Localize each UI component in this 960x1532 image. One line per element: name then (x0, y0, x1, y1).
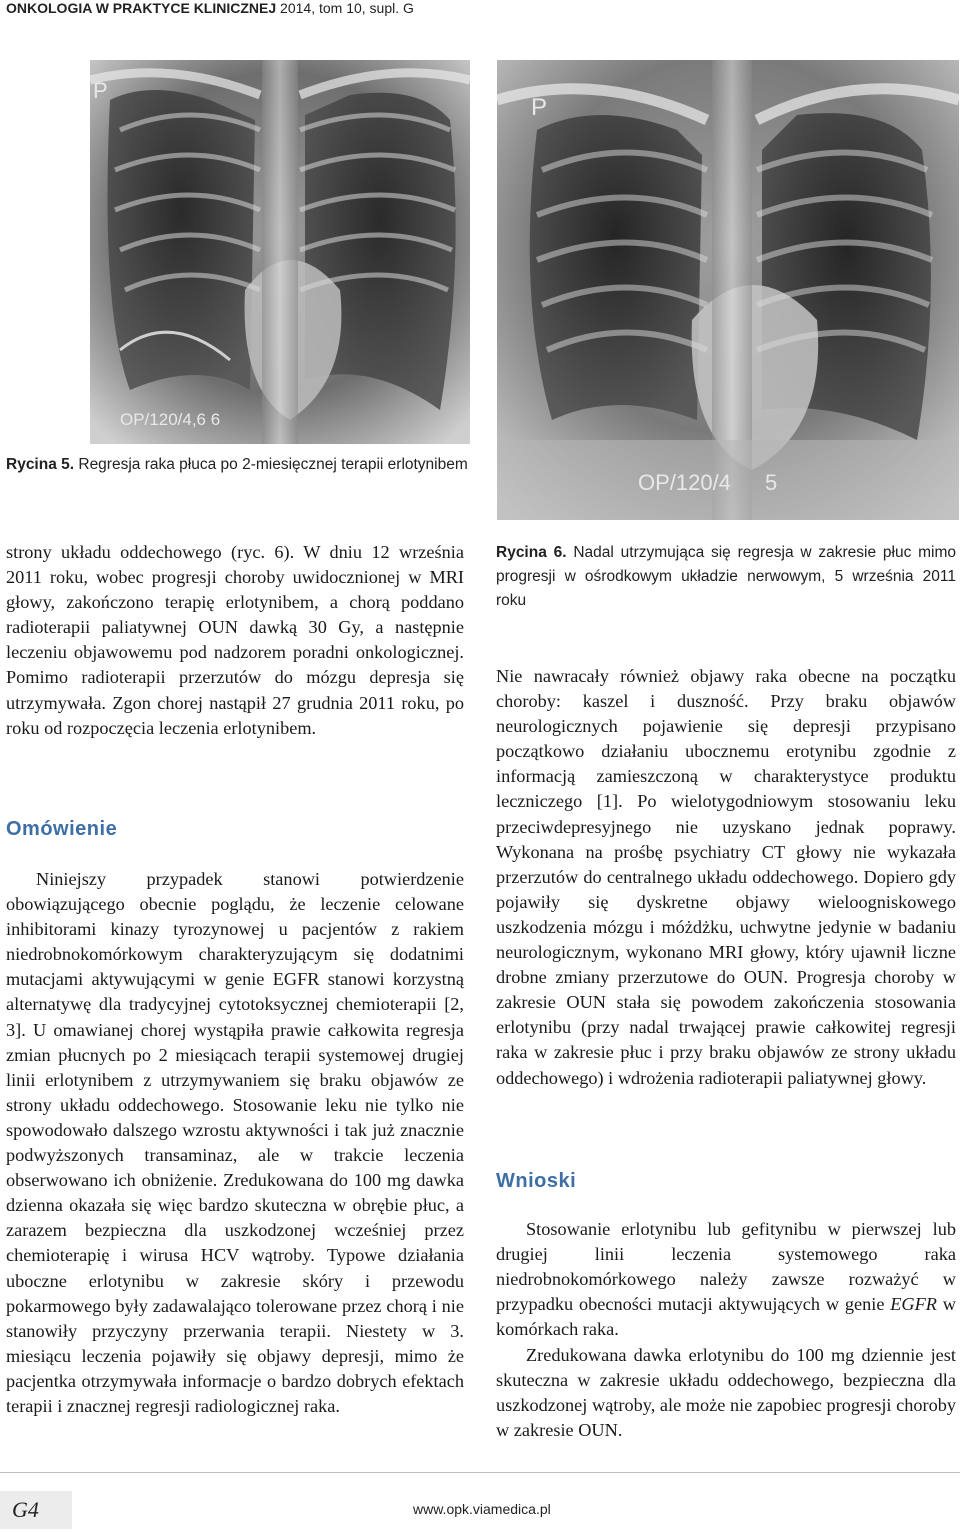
footer-url: www.opk.viamedica.pl (413, 1501, 551, 1517)
figure-5-caption (6, 453, 468, 477)
journal-issue: 2014, tom 10, supl. G (276, 0, 414, 16)
section-heading-omowienie: Omówienie (6, 818, 118, 840)
running-header (6, 0, 414, 16)
figure-6-marker: P (531, 94, 548, 121)
figure-5-caption-text: Regresja raka płuca po 2-miesięcznej terapii erlotynibem (74, 456, 468, 473)
figure-6-caption (496, 541, 956, 613)
figure-6-caption-label: Rycina 6. (496, 544, 567, 561)
body-paragraph-5: Zredukowana dawka erlotynibu do 100 mg dziennie jest skuteczna w zakresie układu oddechowego, bezpieczna dla uszkodzonej wątroby, ale może nie zapobiec progresji choroby w zakresie OUN. (496, 1345, 956, 1441)
figure-5-plate-label: OP/120/4,6 6 (120, 410, 221, 429)
p4-text-after: w komórkach raka. (496, 1294, 956, 1340)
footer-divider (0, 1472, 960, 1473)
body-paragraph-3: Nie nawracały również objawy raka obecne na początku choroby: kaszel i duszność. Przy braku objawów neurologicznych pojawienie się depresji przypisano początkowo działaniu ubocznemu erotynibu zgodnie z informacją zamieszczoną w charakterystyce produktu leczniczego [1]. Po wielotygodniowym stosowaniu leku przeciwdepresyjnego nie uzyskano jednak poprawy. Wykonana na prośbę psychiatry CT głowy nie wykazała przerzutów do centralnego układu oddechowego. Dopiero gdy pojawiły się dyskretne objawy wieloogniskowego uszkodzenia mózgu i móżdżku, uchwytne jedynie w badaniu neurologicznym, wykonano MRI głowy, który ujawnił liczne drobne zmiany przerzutowe do OUN. Progresja choroby w zakresie OUN stała się powodem zakończenia stosowania erlotynibu (przy nadal trwającej prawie całkowitej regresji raka w zakresie płuc i przy braku objawów ze strony układu oddechowego) i wdrożenia radioterapii paliatywnej głowy. (496, 666, 956, 1088)
section-heading-wnioski: Wnioski (496, 1170, 577, 1192)
figure-6-plate-number: 5 (765, 470, 778, 495)
p4-gene-name: EGFR (890, 1294, 937, 1315)
page-number: G4 (12, 1497, 39, 1522)
figure-6-xray-image (497, 60, 959, 520)
figure-6-plate-label: OP/120/4 (638, 470, 731, 495)
figure-5-marker: P (93, 78, 108, 103)
figure-5-xray-image (90, 60, 470, 444)
figure-6-caption-text: Nadal utrzymująca się regresja w zakresie płuc mimo progresji w ośrodkowym układzie nerwowym, 5 września 2011 roku (496, 544, 956, 609)
figure-5-caption-label: Rycina 5. (6, 456, 75, 473)
p4-text-before: Stosowanie erlotynibu lub gefitynibu w pierwszej lub drugiej linii leczenia systemowego raka niedrobnokomórkowego należy zawsze rozważyć w przypadku obecności mutacji aktywujących w genie (496, 1219, 956, 1315)
journal-name: ONKOLOGIA W PRAKTYCE KLINICZNEJ (6, 0, 277, 16)
body-paragraph-2: Niniejszy przypadek stanowi potwierdzenie obowiązującego obecnie poglądu, że leczenie celowane inhibitorami kinazy tyrozynowej u pacjentów z rakiem niedrobnokomórkowym charakteryzującym się dodatnimi mutacjami aktywującymi w genie EGFR stanowi korzystną alternatywę dla tradycyjnej cytotoksycznej chemioterapii [2, 3]. U omawianej chorej wystąpiła prawie całkowita regresja zmian płucnych po 2 miesiącach terapii systemowej drugiej linii erlotynibem z utrzymywaniem się braku objawów ze strony układu oddechowego. Stosowanie leku nie tylko nie spowodowało dalszego wzrostu aktywności i tak już znacznie podwyższonych transaminaz, ale w trakcie leczenia obserwowano ich obniżenie. Zredukowana do 100 mg dawka dzienna okazała się więc bardzo skuteczna w obrębie płuc, a zarazem bezpieczna dla uszkodzonej wcześniej przez chemioterapię i wirusa HCV wątroby. Typowe działania uboczne erlotynibu w zakresie skóry i przewodu pokarmowego były zadawalająco tolerowane przez chorą i nie stanowiły przyczyny przerwania terapii. Niestety w 3. miesiącu leczenia pojawiły się objawy depresji, mimo że pacjentka otrzymywała informacje o bardzo dobrych efektach terapii i znacznej regresji radiologicznej raka. (6, 869, 464, 1416)
body-paragraph-1: strony układu oddechowego (ryc. 6). W dniu 12 września 2011 roku, wobec progresji choroby uwidocznionej w MRI głowy, zakończono terapię erlotynibem, a chorą poddano radioterapii paliatywnej OUN dawką 30 Gy, a następnie leczeniu objawowemu pod nadzorem poradni onkologicznej. Pomimo radioterapii przerzutów do mózgu depresja się utrzymywała. Zgon chorej nastąpił 27 grudnia 2011 roku, po roku od rozpoczęcia leczenia erlotynibem. (6, 542, 464, 738)
body-paragraph-4 (496, 1217, 956, 1342)
